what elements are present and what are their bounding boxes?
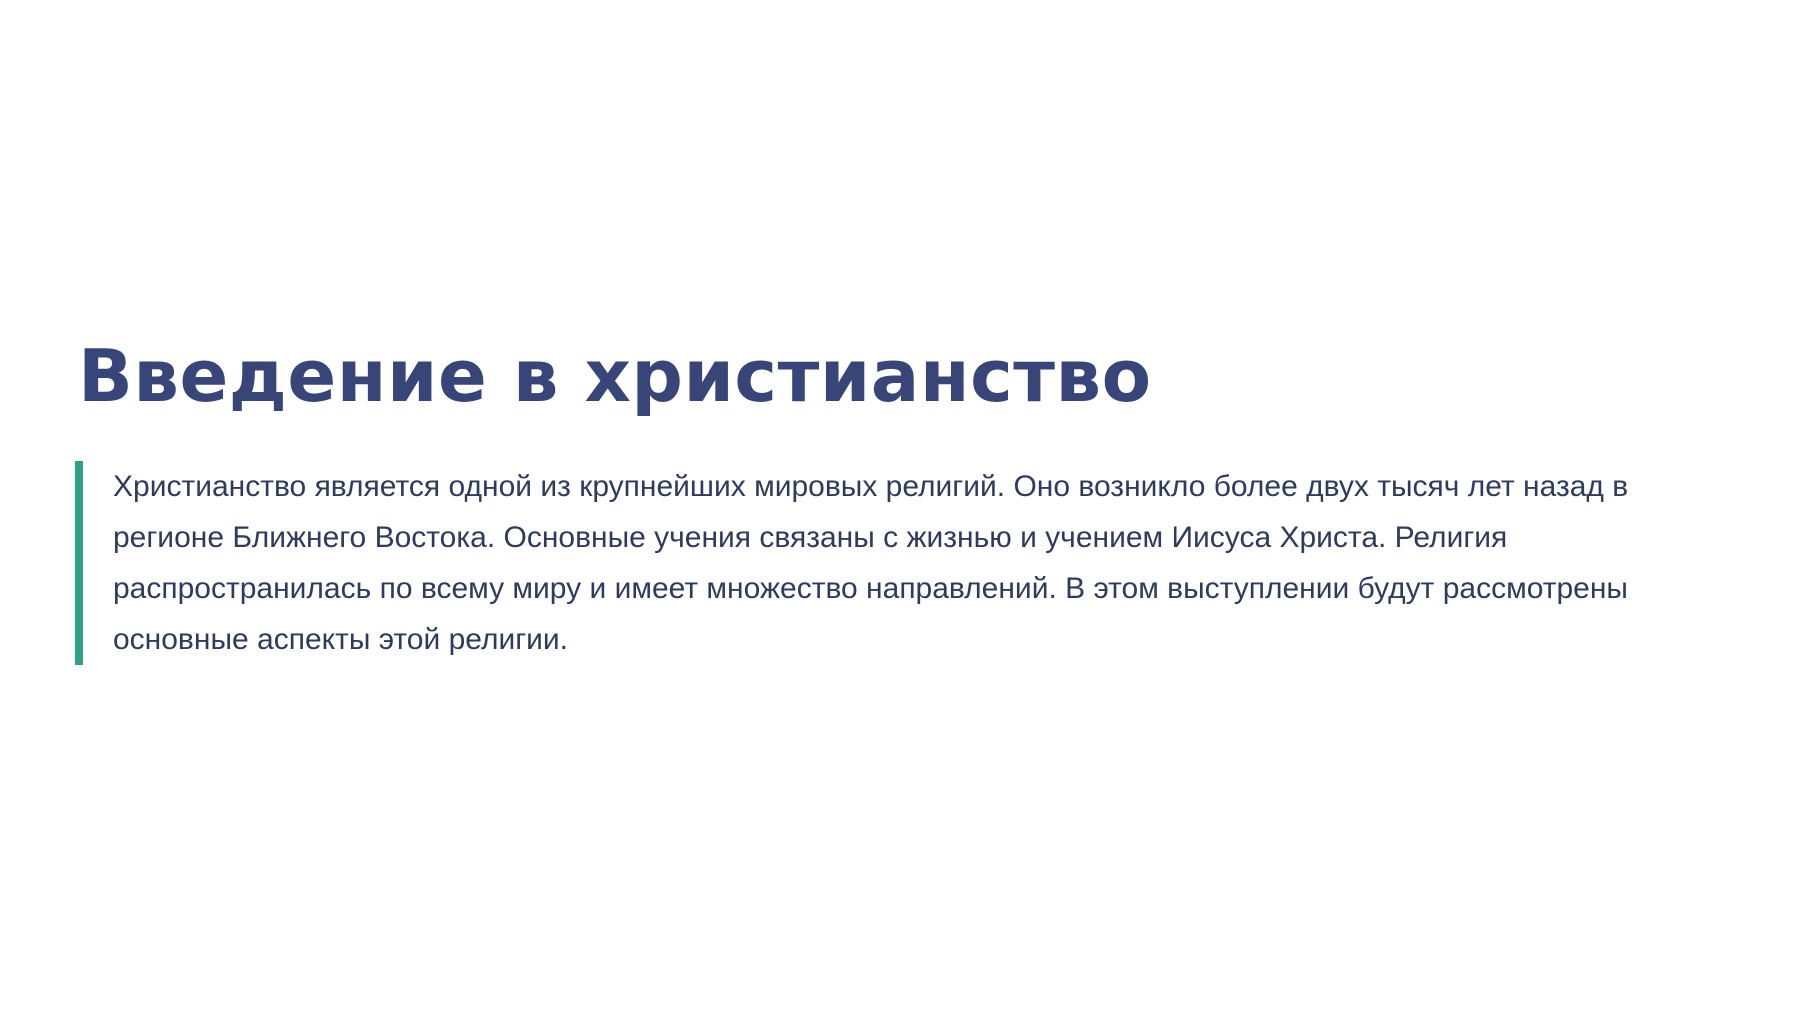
slide-content xyxy=(75,334,1730,665)
slide-title: Введение в христианство xyxy=(78,334,1152,418)
intro-blockquote xyxy=(75,461,1730,665)
intro-paragraph: Христианство является одной из крупнейших мировых религий. Оно возникло более двух тысяч лет назад в регионе Ближнего Востока. Основные учения связаны с жизнью и учением Иисуса Христа. Религия распространилась по всему миру и имеет множество направлений. В этом выступлении будут рассмотрены основные аспекты этой религии. xyxy=(113,470,1629,656)
